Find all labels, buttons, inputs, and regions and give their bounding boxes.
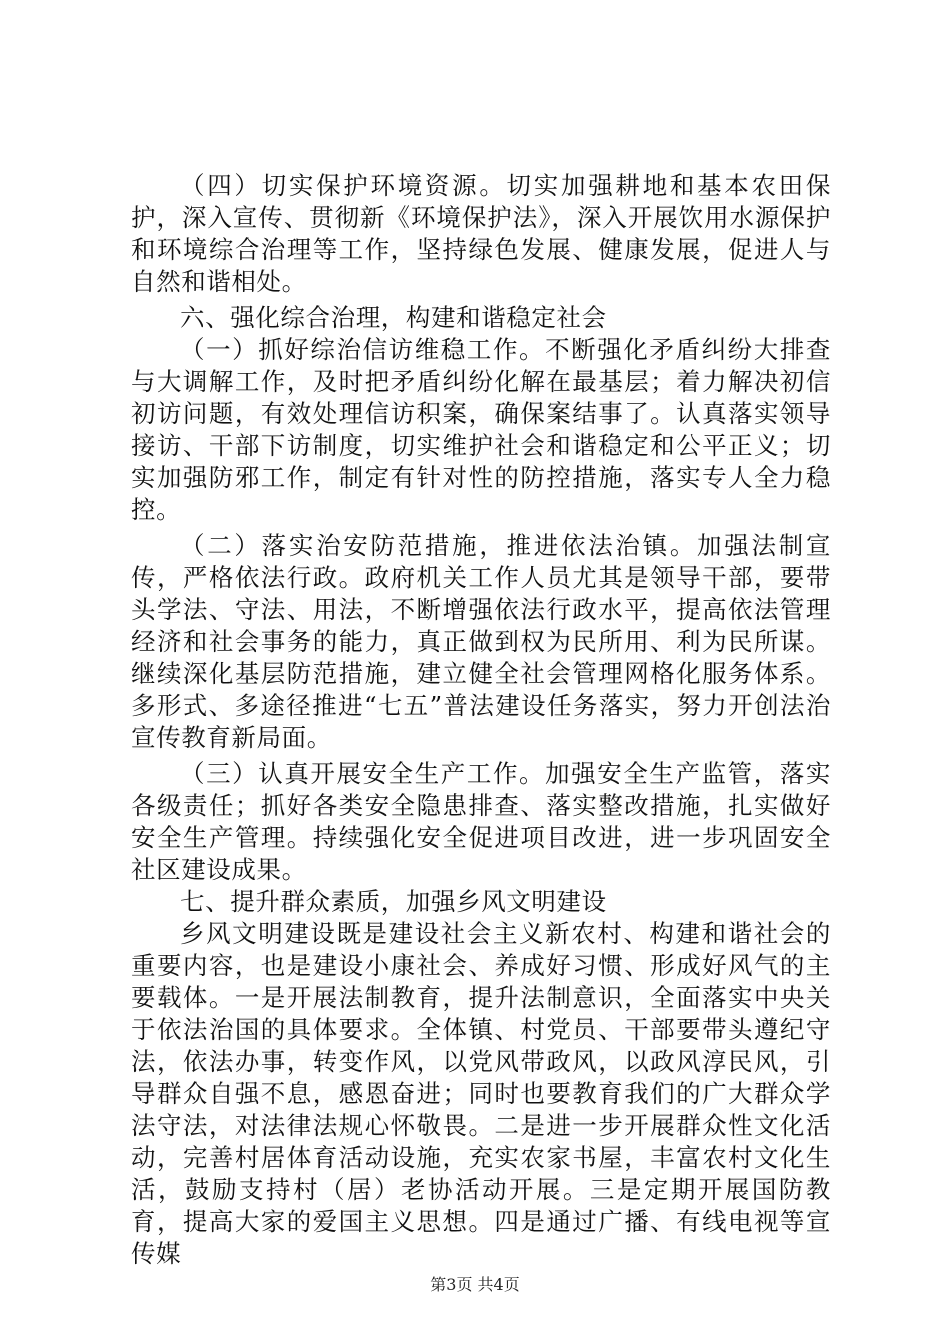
- paragraph-environment: （四）切实保护环境资源。切实加强耕地和基本农田保护，深入宣传、贯彻新《环境保护法》，深入开展饮用水源保护和环境综合治理等工作，坚持绿色发展、健康发展，促进人与自然和谐相处。: [131, 171, 831, 296]
- document-body: [131, 170, 831, 1270]
- paragraph-petition: （一）抓好综治信访维稳工作。不断强化矛盾纠纷大排查与大调解工作，及时把矛盾纠纷化解在最基层；着力解决初信初访问题，有效处理信访积案，确保案结事了。认真落实领导接访、干部下访制度，切实维护社会和谐稳定和公平正义；切实加强防邪工作，制定有针对性的防控措施，落实专人全力稳控。: [131, 335, 831, 524]
- page-footer: 第3页 共4页: [430, 1275, 520, 1294]
- section-heading-seven: 七、提升群众素质，加强乡风文明建设: [180, 887, 607, 916]
- paragraph-safety-production: （三）认真开展安全生产工作。加强安全生产监管，落实各级责任；抓好各类安全隐患排查、落实整改措施，扎实做好安全生产管理。持续强化安全促进项目改进，进一步巩固安全社区建设成果。: [131, 759, 831, 884]
- paragraph-public-security: （二）落实治安防范措施，推进依法治镇。加强法制宣传，严格依法行政。政府机关工作人员尤其是领导干部，要带头学法、守法、用法，不断增强依法行政水平，提高依法管理经济和社会事务的能力，真正做到权为民所用、利为民所谋。继续深化基层防范措施，建立健全社会管理网格化服务体系。多形式、多途径推进“七五”普法建设任务落实，努力开创法治宣传教育新局面。: [131, 531, 831, 752]
- paragraph-rural-civilization: 乡风文明建设既是建设社会主义新农村、构建和谐社会的重要内容，也是建设小康社会、养成好习惯、形成好风气的主要载体。一是开展法制教育，提升法制意识，全面落实中央关于依法治国的具体要求。全体镇、村党员、干部要带头遵纪守法，依法办事，转变作风，以党风带政风，以政风淳民风，引导群众自强不息，感恩奋进；同时也要教育我们的广大群众学法守法，对法律法规心怀敬畏。二是进一步开展群众性文化活动，完善村居体育活动设施，充实农家书屋，丰富农村文化生活，鼓励支持村（居）老协活动开展。三是定期开展国防教育，提高大家的爱国主义思想。四是通过广播、有线电视等宣传媒: [131, 919, 831, 1268]
- section-heading-six: 六、强化综合治理，构建和谐稳定社会: [180, 303, 607, 332]
